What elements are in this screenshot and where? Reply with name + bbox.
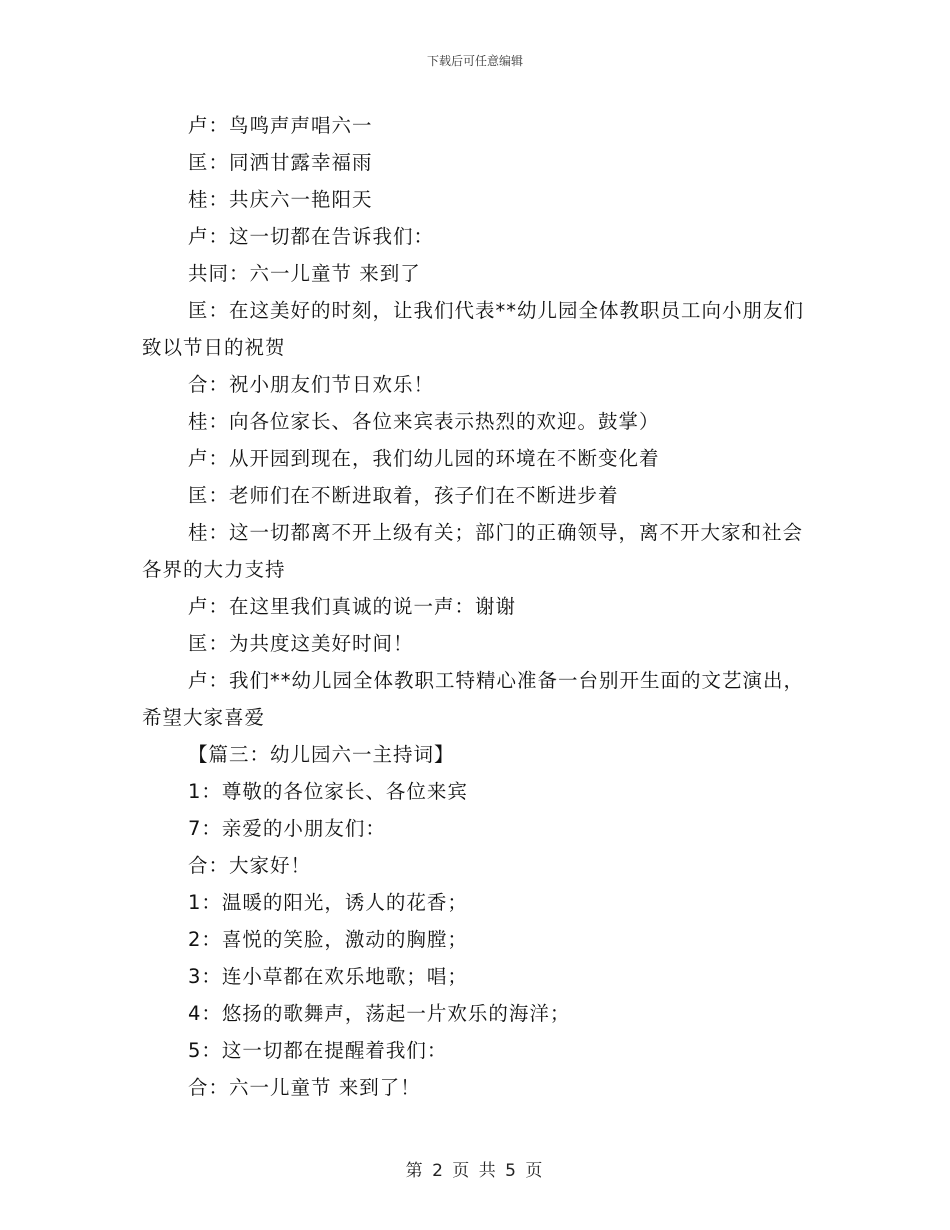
paragraph: 桂：这一切都离不开上级有关；部门的正确领导，离不开大家和社会各界的大力支持 (142, 521, 804, 581)
paragraph: 卢：我们**幼儿园全体教职工特精心准备一台别开生面的文艺演出，希望大家喜爱 (142, 669, 805, 729)
paragraph: 卢：鸟鸣声声唱六一 (188, 114, 373, 137)
paragraph: 1：温暖的阳光，诱人的花香； (188, 891, 468, 914)
document-body (142, 107, 822, 1106)
paragraph: 2：喜悦的笑脸，激动的胸膛； (188, 928, 468, 951)
paragraph: 桂：向各位家长、各位来宾表示热烈的欢迎。鼓掌） (188, 410, 660, 433)
paragraph: 匡：同洒甘露幸福雨 (188, 151, 373, 174)
paragraph: 匡：老师们在不断进取着，孩子们在不断进步着 (188, 484, 619, 507)
paragraph: 合：六一儿童节 来到了！ (188, 1076, 421, 1099)
paragraph: 7：亲爱的小朋友们： (188, 817, 386, 840)
page-header: 下载后可任意编辑 (426, 54, 523, 68)
paragraph: 合：祝小朋友们节日欢乐！ (188, 373, 435, 396)
paragraph: 桂：共庆六一艳阳天 (188, 188, 373, 211)
paragraph: 匡：在这美好的时刻，让我们代表**幼儿园全体教职员工向小朋友们致以节日的祝贺 (142, 299, 805, 359)
paragraph: 合：大家好！ (188, 854, 312, 877)
page-number-footer: 第 2 页 共 5 页 (405, 1161, 545, 1181)
paragraph: 1：尊敬的各位家长、各位来宾 (188, 780, 468, 803)
paragraph: 4：悠扬的歌舞声，荡起一片欢乐的海洋； (188, 1002, 571, 1025)
paragraph: 匡：为共度这美好时间！ (188, 632, 414, 655)
paragraph: 5：这一切都在提醒着我们： (188, 1039, 448, 1062)
paragraph: 卢：在这里我们真诚的说一声：谢谢 (188, 595, 517, 618)
paragraph: 3：连小草都在欢乐地歌；唱； (188, 965, 468, 988)
paragraph: 共同：六一儿童节 来到了 (188, 262, 421, 285)
paragraph: 卢：从开园到现在，我们幼儿园的环境在不断变化着 (188, 447, 660, 470)
paragraph: 卢：这一切都在告诉我们： (188, 225, 435, 248)
section-heading: 【篇三：幼儿园六一主持词】 (188, 743, 455, 766)
